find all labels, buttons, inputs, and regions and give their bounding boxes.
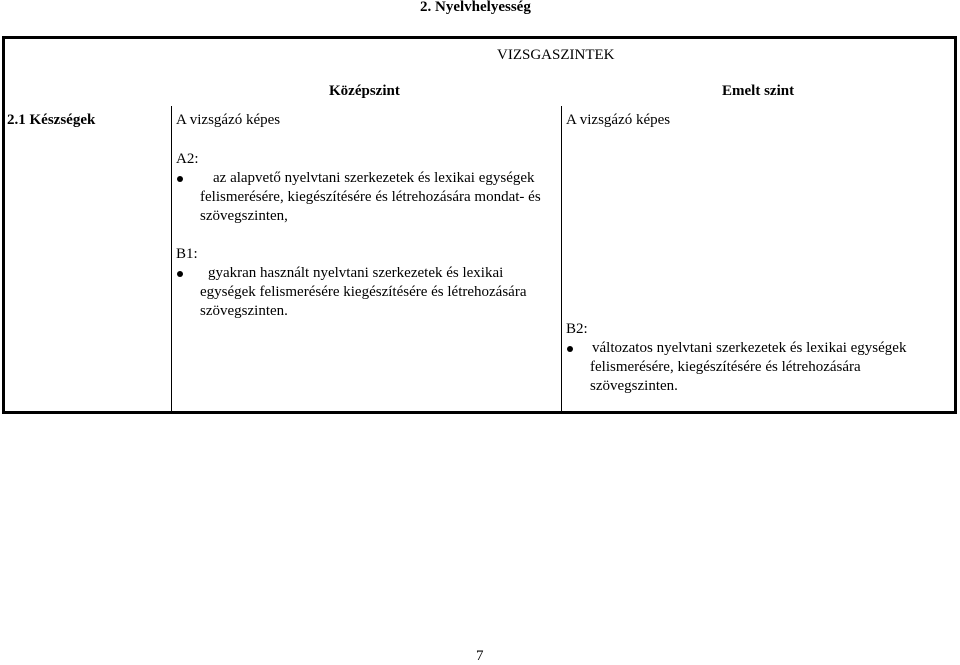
bullet-icon bbox=[567, 346, 573, 352]
b2-text: változatos nyelvtani szerkezetek és lexikai egységek felismerésére, kiegészítésére és létrehozására szövegszinten. bbox=[590, 340, 907, 394]
a2-label: A2: bbox=[176, 151, 199, 167]
section-title: 2. Nyelvhelyesség bbox=[420, 0, 531, 15]
table-super-header: VIZSGASZINTEK bbox=[497, 47, 615, 63]
a2-text: az alapvető nyelvtani szerkezetek és lexikai egységek felismerésére, kiegészítésére és létrehozására mondat- és szövegszinten, bbox=[200, 170, 541, 224]
table-bottom-border bbox=[2, 411, 957, 414]
table-right-border bbox=[954, 36, 957, 414]
bullet-icon bbox=[177, 271, 183, 277]
b1-text: gyakran használt nyelvtani szerkezetek és lexikai egységek felismerésére kiegészítésére és létrehozására szövegszinten. bbox=[200, 265, 527, 319]
page-number: 7 bbox=[476, 648, 484, 664]
b2-label: B2: bbox=[566, 321, 588, 337]
mid-intro: A vizsgázó képes bbox=[176, 112, 281, 128]
table-left-border bbox=[2, 36, 5, 414]
table-top-border bbox=[2, 36, 957, 39]
column-divider-2 bbox=[561, 106, 562, 412]
column-header-mid: Középszint bbox=[329, 83, 400, 99]
column-divider-1 bbox=[171, 106, 172, 412]
row-label: 2.1 Készségek bbox=[7, 112, 96, 128]
column-header-high: Emelt szint bbox=[722, 83, 795, 99]
high-intro: A vizsgázó képes bbox=[566, 112, 671, 128]
b1-label: B1: bbox=[176, 246, 198, 262]
bullet-icon bbox=[177, 176, 183, 182]
